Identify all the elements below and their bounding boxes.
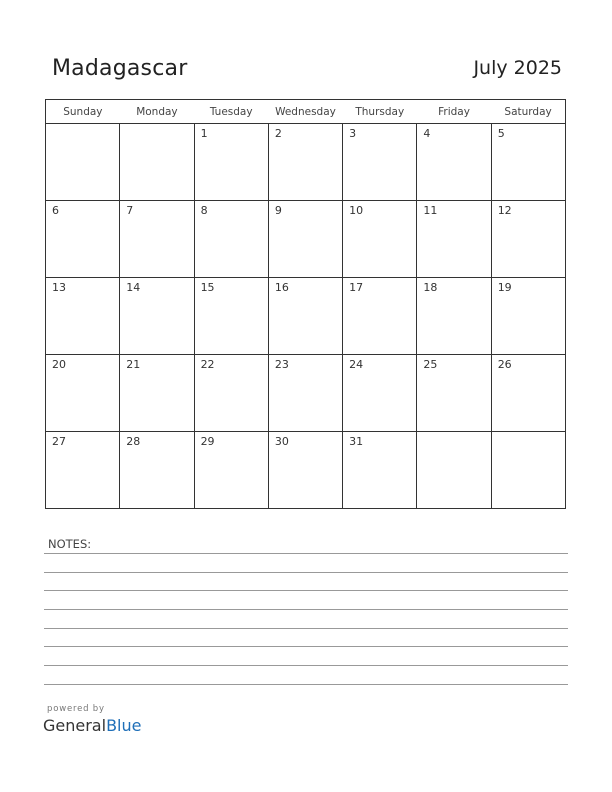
notes-line: [44, 684, 568, 685]
day-number: 21: [126, 358, 141, 371]
day-number: 28: [126, 435, 141, 448]
day-number: 14: [126, 281, 141, 294]
day-number: 3: [349, 127, 357, 140]
day-cell: [194, 124, 268, 201]
day-cell: [268, 201, 342, 278]
day-cell: [343, 432, 417, 509]
brand-name-part1: General: [43, 716, 107, 735]
day-cell: [343, 278, 417, 355]
day-cell: [120, 432, 194, 509]
day-number: [120, 124, 193, 127]
notes-line: [44, 553, 568, 554]
day-number: [492, 432, 565, 435]
day-number: 10: [349, 204, 364, 217]
day-cell: [268, 124, 342, 201]
notes-line: [44, 609, 568, 610]
weekday-header: Friday: [417, 100, 491, 124]
notes-line: [44, 590, 568, 591]
day-number: 7: [126, 204, 134, 217]
day-cell: [417, 432, 491, 509]
weekday-header-row: [46, 100, 566, 124]
day-number: 27: [52, 435, 66, 448]
day-cell: [491, 201, 565, 278]
day-number: [46, 124, 119, 127]
day-cell: [46, 355, 120, 432]
day-number: 29: [200, 435, 215, 448]
day-number: 8: [200, 204, 208, 217]
day-cell: [194, 432, 268, 509]
brand-name-part2: Blue: [106, 716, 142, 735]
day-cell: [46, 201, 120, 278]
day-number: 5: [497, 127, 505, 140]
generalblue-logo: [43, 716, 141, 735]
day-number: 24: [349, 358, 364, 371]
notes-line: [44, 572, 568, 573]
month-year-title: July 2025: [473, 57, 562, 79]
week-row: [46, 278, 566, 355]
day-number: 30: [274, 435, 289, 448]
weekday-header: Thursday: [343, 100, 417, 124]
day-cell: [343, 201, 417, 278]
day-number: [417, 432, 490, 435]
week-row: [46, 201, 566, 278]
day-cell: [46, 278, 120, 355]
day-cell: [343, 124, 417, 201]
notes-line: [44, 628, 568, 629]
notes-label: NOTES:: [48, 537, 92, 551]
weekday-header: Tuesday: [194, 100, 268, 124]
day-number: 6: [52, 204, 59, 217]
notes-line: [44, 665, 568, 666]
notes-line: [44, 646, 568, 647]
day-cell: [120, 355, 194, 432]
day-number: 12: [497, 204, 512, 217]
day-number: 18: [423, 281, 438, 294]
weekday-header: Saturday: [491, 100, 565, 124]
day-cell: [268, 432, 342, 509]
day-number: 16: [274, 281, 289, 294]
country-title: Madagascar: [52, 56, 188, 81]
day-number: 19: [497, 281, 512, 294]
day-cell: [491, 432, 565, 509]
day-cell: [417, 355, 491, 432]
week-row: [46, 355, 566, 432]
day-cell: [120, 124, 194, 201]
day-cell: [268, 278, 342, 355]
day-number: 26: [497, 358, 512, 371]
week-row: [46, 432, 566, 509]
day-cell: [491, 124, 565, 201]
day-cell: [194, 278, 268, 355]
day-number: 31: [349, 435, 364, 448]
day-cell: [46, 124, 120, 201]
calendar-grid: [45, 99, 566, 509]
day-number: 22: [200, 358, 215, 371]
day-cell: [343, 355, 417, 432]
day-cell: [46, 432, 120, 509]
day-number: 1: [200, 127, 208, 140]
day-cell: [417, 201, 491, 278]
day-number: 2: [274, 127, 282, 140]
day-cell: [120, 278, 194, 355]
day-cell: [194, 201, 268, 278]
day-number: 20: [52, 358, 66, 371]
day-cell: [417, 278, 491, 355]
weekday-header: Wednesday: [268, 100, 342, 124]
day-cell: [491, 278, 565, 355]
weekday-header: Monday: [120, 100, 194, 124]
day-number: 17: [349, 281, 364, 294]
day-number: 4: [423, 127, 431, 140]
day-number: 25: [423, 358, 438, 371]
day-cell: [417, 124, 491, 201]
powered-by-text: powered by: [47, 704, 105, 714]
day-number: 11: [423, 204, 438, 217]
weekday-header: Sunday: [46, 100, 120, 124]
day-number: 13: [52, 281, 66, 294]
day-number: 9: [274, 204, 282, 217]
day-cell: [268, 355, 342, 432]
day-cell: [194, 355, 268, 432]
day-cell: [491, 355, 565, 432]
day-number: 15: [200, 281, 215, 294]
day-cell: [120, 201, 194, 278]
day-number: 23: [274, 358, 289, 371]
week-row: [46, 124, 566, 201]
